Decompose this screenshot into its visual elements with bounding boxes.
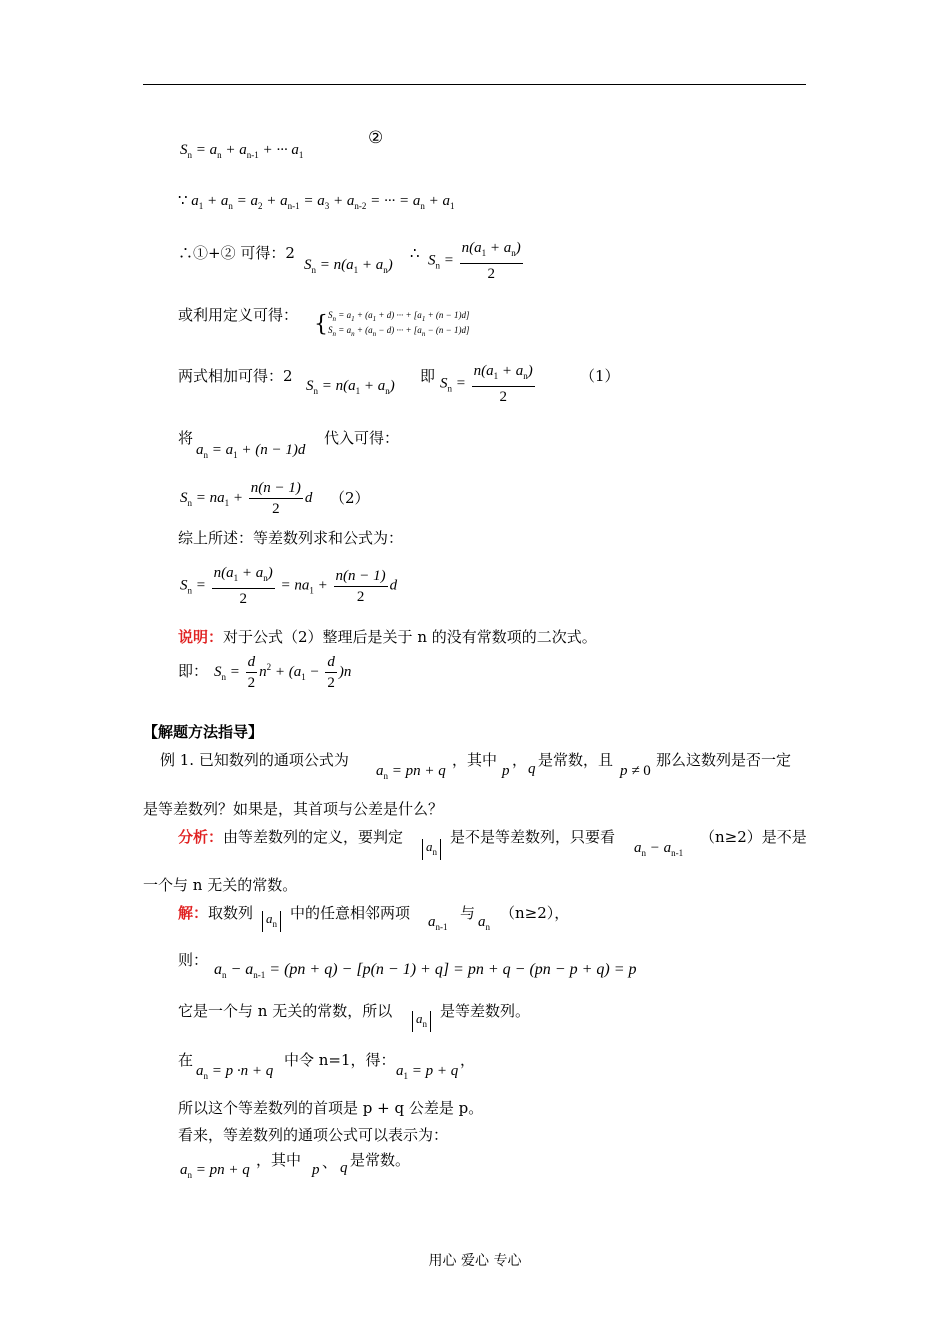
formula-an-general: $a_n$ = pn + q bbox=[180, 1162, 250, 1180]
var-q: q bbox=[528, 761, 536, 777]
in-text-c: ， bbox=[460, 1051, 476, 1069]
text-summary: 综上所述：等差数列求和公式为： bbox=[178, 529, 404, 547]
in-text-b: 中令 n=1，得： bbox=[284, 1051, 396, 1069]
solution-line bbox=[178, 903, 253, 923]
const-text-a: 它是一个与 n 无关的常数，所以 bbox=[178, 1002, 393, 1020]
text-add-both: ∴①+② 可得：2 bbox=[178, 244, 295, 262]
last-text-c: 是常数。 bbox=[350, 1151, 411, 1169]
text-substitute-b: 代入可得： bbox=[324, 429, 400, 447]
section-title: 【解题方法指导】 bbox=[143, 723, 264, 741]
formula-an: $a_n = a_1 + (n - 1)d$ bbox=[196, 442, 306, 460]
seen-text: 看来，等差数列的通项公式可以表示为： bbox=[178, 1126, 449, 1144]
note-line bbox=[178, 627, 597, 647]
formula-sn-2: $S_n = na_1$ + $\frac{n(n - 1)}{2}$ d bbox=[180, 480, 313, 517]
term-an-1: $a_{n-1}$ bbox=[428, 914, 448, 932]
last-text-b: 、 bbox=[322, 1153, 338, 1171]
analysis-text-c: （n≥2）是不是 bbox=[700, 828, 807, 846]
text-then: 则： bbox=[178, 951, 209, 969]
term-an: $a_n$ bbox=[478, 914, 490, 932]
analysis-label: 分析： bbox=[178, 828, 224, 846]
solution-text-d: （n≥2）， bbox=[500, 904, 570, 922]
formula-p-ne-0: p ≠ 0 bbox=[620, 763, 651, 779]
header-rule bbox=[143, 84, 806, 85]
formula-an-pn-q: $a_n = p \cdot n + q$ bbox=[196, 1063, 274, 1081]
analysis-text-a: 由等差数列的定义，要判定 bbox=[223, 828, 404, 846]
text-ie-2: 即： bbox=[178, 662, 209, 680]
solution-text-c: 与 bbox=[460, 904, 476, 922]
formula-system: {$S_n = a_1 + (a_1 + d)$ ··· + $[a_1 + (n - 1)d]$ $S_n = a_n + (a_n - d)$ ··· + $[a_n - (n - 1)d]$ bbox=[314, 310, 470, 338]
var-q-2: q bbox=[340, 1160, 348, 1176]
comma: ， bbox=[512, 751, 528, 769]
example-1-line2: 是等差数列？如果是，其首项与公差是什么？ bbox=[143, 800, 444, 818]
abs-an-3: $a_n$ bbox=[412, 1010, 431, 1032]
therefore-symbol: ∴ bbox=[410, 244, 420, 262]
formula-quadratic: $S_n$ = $\frac{d}{2}$ $n^2 + (a_1$ − $\frac{d}{2}$ )n bbox=[214, 654, 352, 691]
analysis-text-b: 是不是等差数列，只要看 bbox=[450, 828, 616, 846]
example-1-d: 那么这数列是否一定 bbox=[656, 751, 792, 769]
formula-sum-both: $S_n$ = $\frac{n(a_1 + a_n)}{2}$ = $na_1$ + $\frac{n(n - 1)}{2}$ d bbox=[180, 565, 398, 607]
formula-an-pnq: $a_n$ = pn + q bbox=[376, 763, 446, 781]
solution-label: 解： bbox=[178, 904, 209, 922]
first-term-text: 所以这个等差数列的首项是 p + q 公差是 p。 bbox=[178, 1099, 484, 1117]
in-text-a: 在 bbox=[178, 1051, 194, 1069]
formula-a1: $a_1 = p + q$ bbox=[396, 1063, 459, 1081]
abs-an-2: $a_n$ bbox=[262, 910, 281, 932]
page-footer: 用心 爱心 专心 bbox=[428, 1253, 522, 1269]
example-1-b: ，其中 bbox=[452, 751, 498, 769]
formula-diff: $a_n - a_{n-1}$ bbox=[634, 840, 684, 858]
example-1-a: 例 1. 已知数列的通项公式为 bbox=[160, 751, 349, 769]
formula-2sn-b: $S_n = n(a_1 + a_n)$ bbox=[306, 378, 395, 396]
solution-text-a: 取数列 bbox=[208, 904, 254, 922]
analysis-line bbox=[178, 827, 403, 847]
const-text-b: 是等差数列。 bbox=[440, 1002, 531, 1020]
text-add-two: 两式相加可得：2 bbox=[178, 367, 293, 385]
last-text-a: ，其中 bbox=[256, 1151, 302, 1169]
text-ie: 即 bbox=[420, 367, 436, 385]
tag-1: （1） bbox=[580, 367, 620, 385]
note-label: 说明： bbox=[178, 628, 224, 646]
formula-sn-frac-b: $S_n$ = $\frac{n(a_1 + a_n)}{2}$ bbox=[440, 363, 533, 405]
analysis-line2: 一个与 n 无关的常数。 bbox=[143, 876, 298, 894]
var-p: p bbox=[502, 763, 510, 779]
circled-two: ② bbox=[368, 128, 384, 148]
abs-an: $a_n$ bbox=[422, 838, 441, 860]
var-p-2: p bbox=[312, 1162, 320, 1178]
tag-2: （2） bbox=[330, 489, 370, 507]
formula-derivation: $a_n - a_{n-1} = (pn + q) - [p(n - 1) + q]$ = pn + q − (pn − p + q) = p bbox=[214, 961, 637, 980]
formula-sn-frac: $S_n$ = $\frac{n(a_1 + a_n)}{2}$ bbox=[428, 240, 521, 282]
formula-pair-sum: ∵ $a_1 + a_n = a_2 + a_{n-1} = a_3 + a_{n-2}$ = ··· = $a_n + a_1$ bbox=[178, 193, 455, 211]
formula-2sn: $S_n = n(a_1 + a_n)$ bbox=[304, 257, 393, 275]
solution-text-b: 中的任意相邻两项 bbox=[290, 904, 411, 922]
formula-sn-reverse: $S_n = a_n + a_{n-1}$ + ··· $a_1$ bbox=[180, 142, 304, 160]
example-1-c: 是常数，且 bbox=[538, 751, 614, 769]
note-text: 对于公式（2）整理后是关于 n 的没有常数项的二次式。 bbox=[223, 628, 597, 646]
text-substitute-a: 将 bbox=[178, 429, 194, 447]
text-by-definition: 或利用定义可得： bbox=[178, 306, 299, 324]
